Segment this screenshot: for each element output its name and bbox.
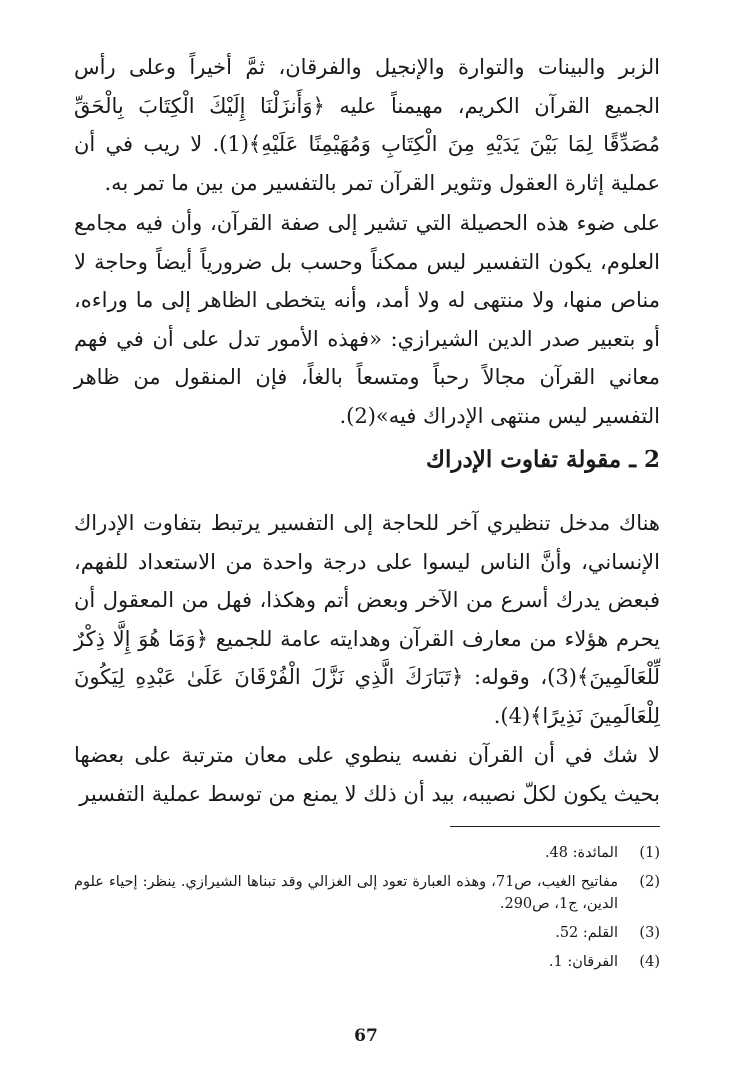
footnote-marker: (3) <box>639 925 660 941</box>
footnote-marker: (1) <box>639 845 660 861</box>
paragraph-4: لا شك في أن القرآن نفسه ينطوي على معان مترتبة على بعضها بحيث يكون لكلّ نصيبه، بيد أن ذلك لا يمنع من توسط عملية التفسير <box>74 743 660 806</box>
footnote-text: القلم: 52. <box>555 925 618 941</box>
section-heading: 2 ـ مقولة تفاوت الإدراك <box>426 446 660 473</box>
footnote-divider <box>450 826 660 827</box>
footnote-marker: (2) <box>639 874 660 890</box>
footnote-marker: (4) <box>639 954 660 970</box>
footnote-text: المائدة: 48. <box>544 845 618 861</box>
footnotes-list <box>74 842 660 980</box>
footnote-text: مفاتيح الغيب، ص71، وهذه العبارة تعود إلى الغزالي وقد تبناها الشيرازي. ينظر: إحياء علوم الدين، ج1، ص290. <box>74 874 618 912</box>
footnote-item <box>74 871 660 915</box>
paragraph-2: على ضوء هذه الحصيلة التي تشير إلى صفة القرآن، وأن فيه مجامع العلوم، يكون التفسير ليس ممكناً وحسب بل ضرورياً أيضاً وحاجة لا مناص منها، ولا منتهى له ولا أمد، وأنه يتخطى الظاهر إلى ما وراءه، أو بتعبير صدر الدين الشيرازي: «فهذه الأمور تدل على أن في فهم معاني القرآن مجالاً رحباً ومتسعاً بالغاً، فإن المنقول من ظاهر التفسير ليس منتهى الإدراك فيه»(2). <box>74 211 660 428</box>
paragraph-1: الزبر والبينات والتوارة والإنجيل والفرقان، ثمَّ أخيراً وعلى رأس الجميع القرآن الكريم، مهيمناً عليه ﴿وَأَنزَلْنَا إِلَيْكَ الْكِتَابَ بِالْحَقِّ مُصَدِّقًا لِمَا بَيْنَ يَدَيْهِ مِنَ الْكِتَابِ وَمُهَيْمِنًا عَلَيْهِ﴾(1). لا ريب في أن عملية إثارة العقول وتثوير القرآن تمر بالتفسير من بين ما تمر به. <box>74 55 660 195</box>
page-number: 67 <box>354 1026 378 1046</box>
paragraph-3: هناك مدخل تنظيري آخر للحاجة إلى التفسير يرتبط بتفاوت الإدراك الإنساني، وأنَّ الناس ليسوا على درجة واحدة من الاستعداد للفهم، فبعض يدرك أسرع من الآخر وبعض أتم وهكذا، فهل من المعقول أن يحرم هؤلاء من معارف القرآن وهدايته عامة للجميع ﴿وَمَا هُوَ إِلَّا ذِكْرٌ لِّلْعَالَمِينَ﴾(3)، وقوله: ﴿تَبَارَكَ الَّذِي نَزَّلَ الْفُرْقَانَ عَلَىٰ عَبْدِهِ لِيَكُونَ لِلْعَالَمِينَ نَذِيرًا﴾(4). <box>74 511 660 728</box>
footnote-item <box>74 951 660 973</box>
footnote-item <box>74 842 660 864</box>
footnote-text: الفرقان: 1. <box>548 954 618 970</box>
footnote-item <box>74 922 660 944</box>
